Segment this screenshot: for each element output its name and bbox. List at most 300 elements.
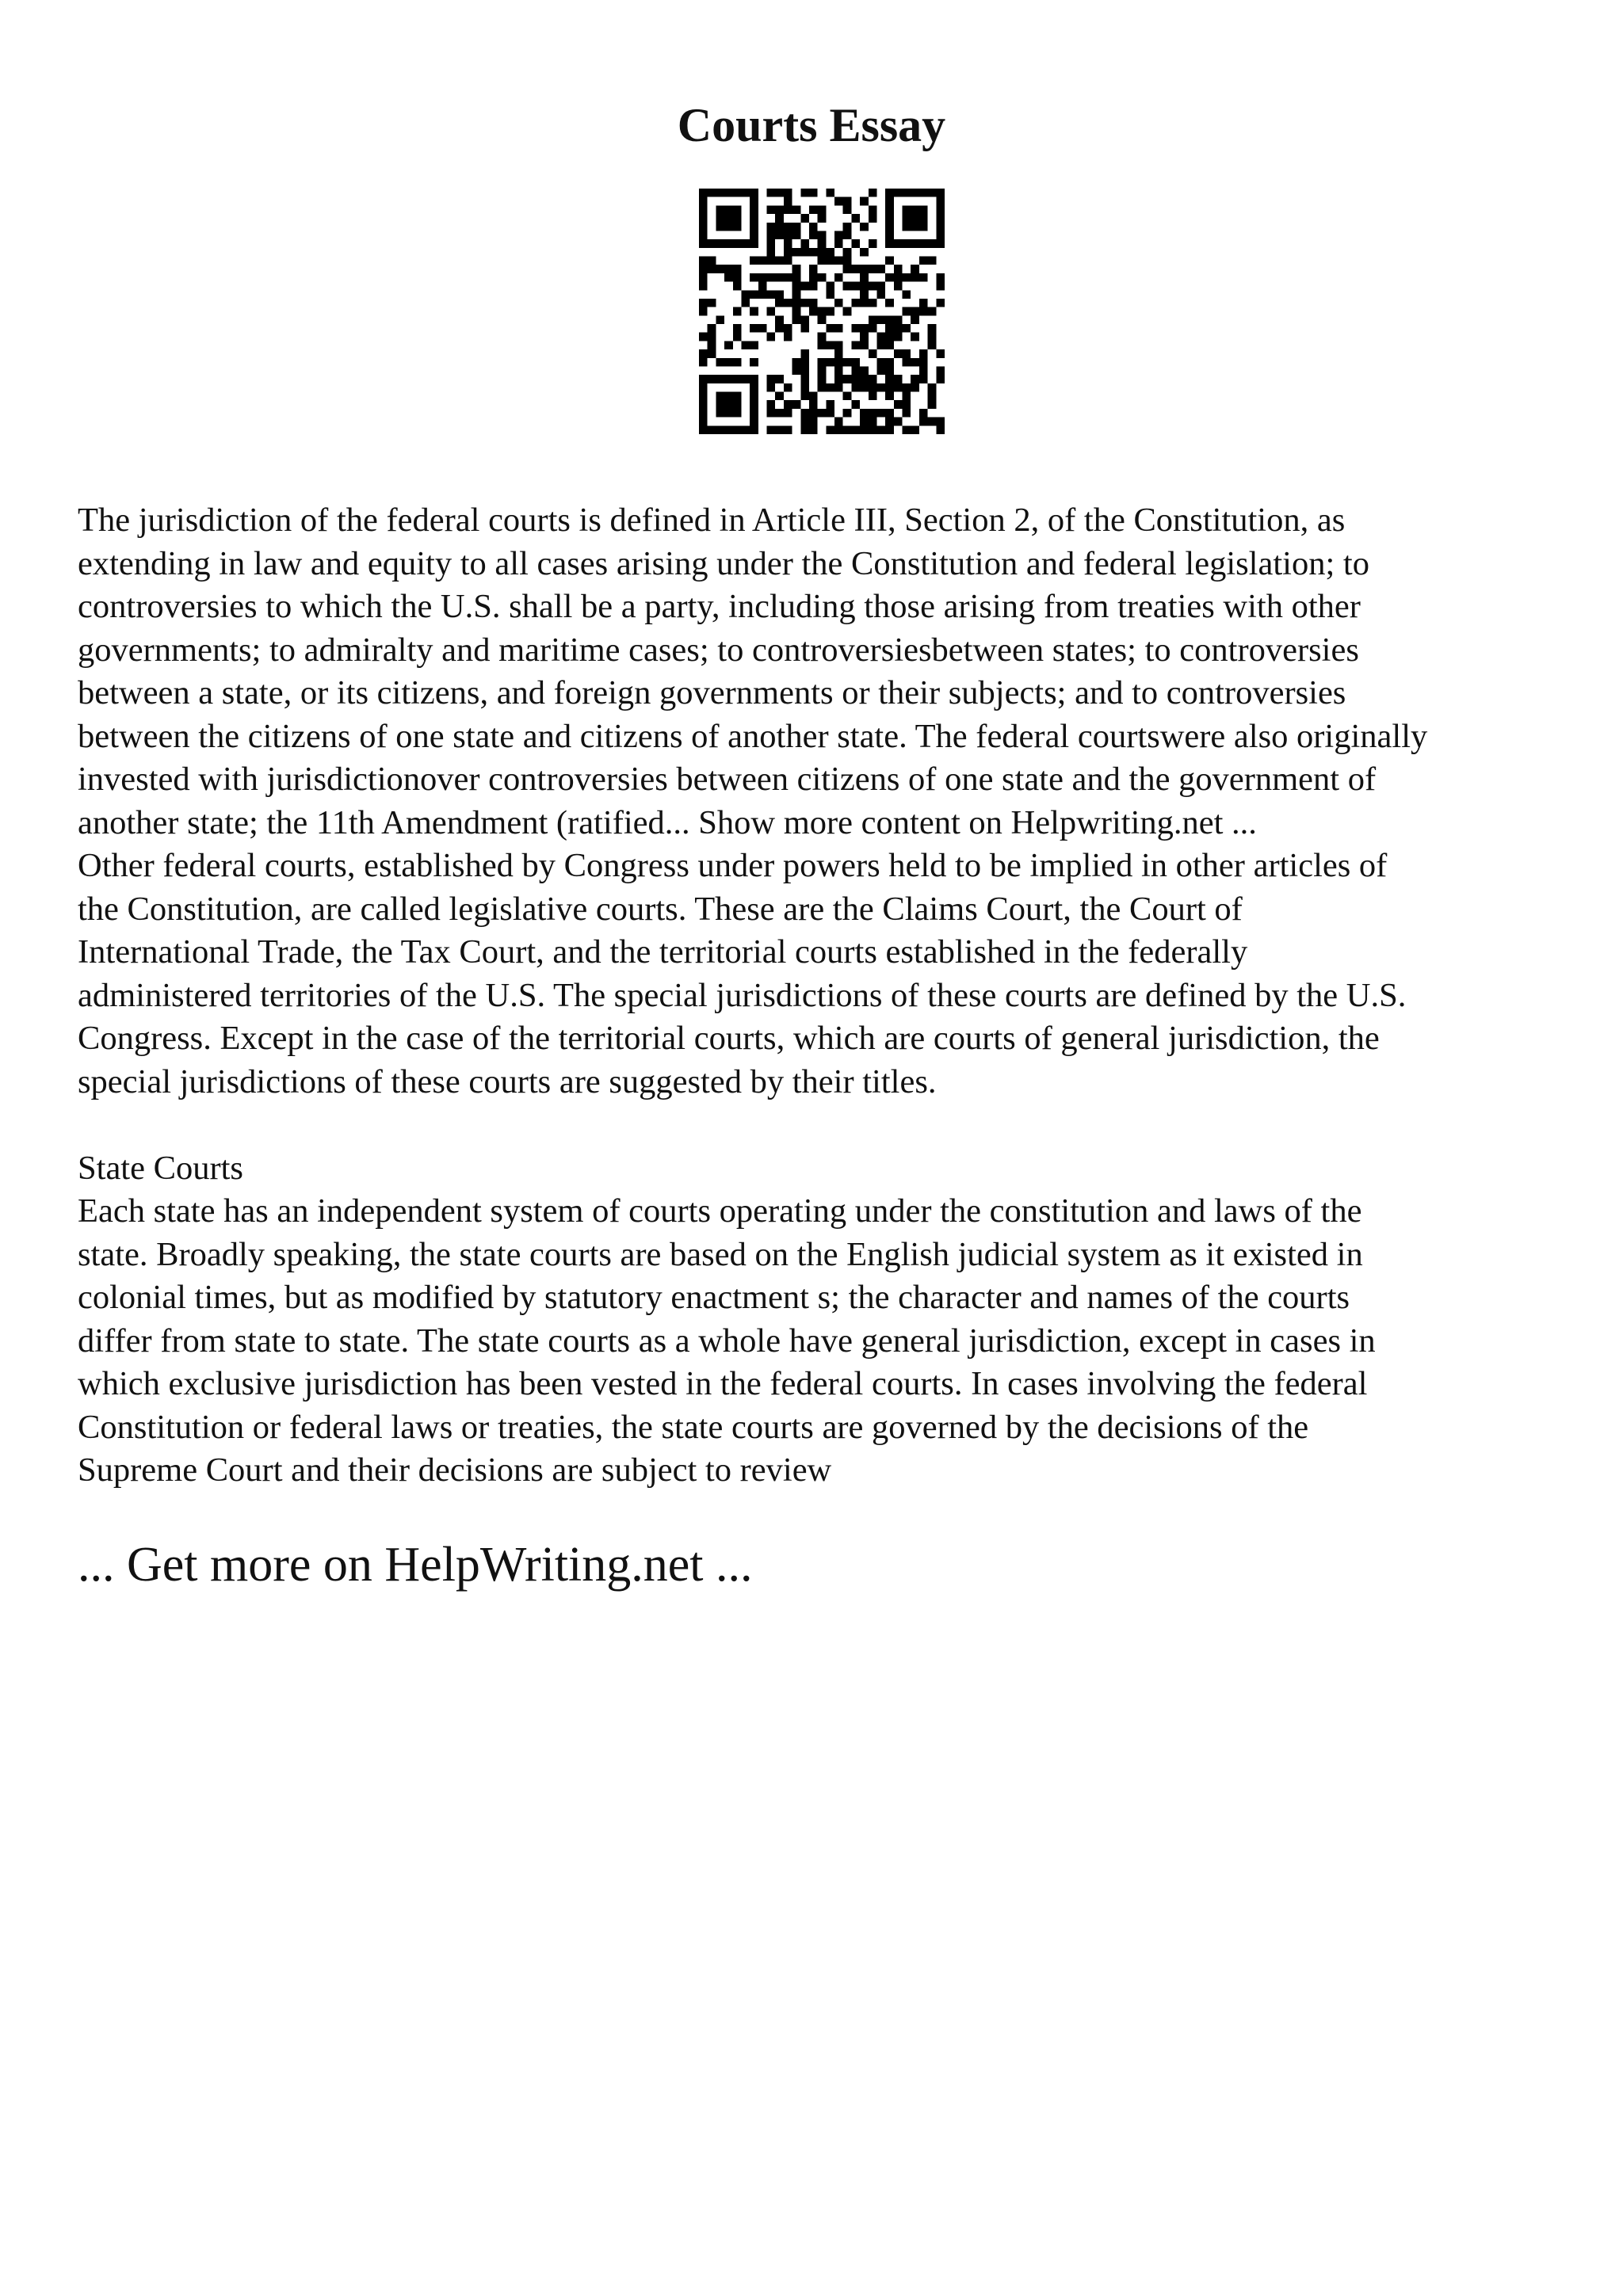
qr-module xyxy=(936,299,945,307)
qr-module xyxy=(699,189,758,197)
qr-module xyxy=(792,400,801,409)
qr-module xyxy=(775,257,784,265)
qr-module xyxy=(885,375,894,383)
qr-module xyxy=(885,425,894,434)
qr-module xyxy=(928,257,937,265)
paragraph-state-courts: Each state has an independent system of courts operating under the constitution and laws of the state. Broadly speaking, the state courts are based on the English judicial system as it existed in colonial times, but as modified by statutory enactment s; the character and names of the courts differ from state to state. The state courts as a whole have general jurisdiction, except in cases in which exclusive jurisdiction has been vested in the federal courts. In cases involving the federal Constitution or federal laws or treaties, the state courts are governed by the decisions of the Supreme Court and their decisions are subject to review xyxy=(78,1192,1376,1489)
qr-module xyxy=(800,383,809,392)
qr-module xyxy=(750,341,758,349)
qr-module xyxy=(708,257,716,265)
qr-module xyxy=(818,231,827,239)
qr-module xyxy=(876,341,885,349)
qr-module xyxy=(894,375,903,383)
qr-module xyxy=(733,273,742,282)
qr-module xyxy=(903,409,911,418)
qr-module xyxy=(784,231,792,239)
qr-module xyxy=(708,299,716,307)
qr-module xyxy=(784,409,792,418)
qr-module xyxy=(809,223,818,231)
qr-module xyxy=(733,282,742,291)
qr-module xyxy=(733,358,742,367)
qr-module xyxy=(919,273,928,282)
qr-module xyxy=(767,383,776,392)
qr-module xyxy=(876,383,885,392)
qr-module xyxy=(800,418,809,426)
qr-module xyxy=(818,333,827,341)
qr-module xyxy=(784,205,792,214)
qr-module xyxy=(851,299,860,307)
qr-module xyxy=(818,375,827,383)
qr-module xyxy=(903,400,911,409)
qr-module xyxy=(911,333,919,341)
qr-module xyxy=(699,239,758,248)
qr-module xyxy=(919,366,928,375)
qr-module xyxy=(834,375,843,383)
qr-module xyxy=(851,324,860,333)
qr-module xyxy=(733,333,742,341)
qr-module xyxy=(860,425,869,434)
qr-module xyxy=(708,341,716,349)
qr-module xyxy=(716,392,741,418)
qr-module xyxy=(834,418,843,426)
qr-module xyxy=(775,189,784,197)
qr-module xyxy=(876,366,885,375)
qr-module xyxy=(843,257,852,265)
qr-module xyxy=(775,223,784,231)
qr-module xyxy=(800,214,809,223)
qr-module xyxy=(826,383,834,392)
qr-module xyxy=(843,231,852,239)
qr-module xyxy=(869,418,877,426)
qr-module xyxy=(809,265,818,273)
qr-module xyxy=(792,231,801,239)
paragraph-legislative-courts: Other federal courts, established by Congress under powers held to be implied in other articles of the Constitution, are called legislative courts. These are the Claims Court, the Court of International Trade, the Tax Court, and the territorial courts established in the federally administered territories of the U.S. The special jurisdictions of these courts are defined by the U.S. Congress. Except in the case of the territorial courts, which are courts of general jurisdiction, the special jurisdictions of these courts are suggested by their titles. xyxy=(78,847,1407,1100)
qr-module xyxy=(800,315,809,324)
qr-module xyxy=(903,358,911,367)
qr-module xyxy=(834,425,843,434)
qr-module xyxy=(919,375,928,383)
qr-module xyxy=(784,239,792,248)
qr-module xyxy=(767,425,776,434)
qr-module xyxy=(775,425,784,434)
get-more-link[interactable]: ... Get more on HelpWriting.net ... xyxy=(78,1538,753,1592)
qr-module xyxy=(708,324,716,333)
qr-module xyxy=(860,282,869,291)
qr-module xyxy=(885,239,945,248)
qr-module xyxy=(716,205,741,231)
qr-module xyxy=(876,265,885,273)
qr-module xyxy=(826,425,834,434)
qr-module xyxy=(716,358,724,367)
qr-module xyxy=(936,197,945,239)
qr-module xyxy=(885,273,894,282)
qr-module xyxy=(860,333,869,341)
qr-module xyxy=(741,290,750,299)
qr-module xyxy=(860,273,869,282)
qr-module xyxy=(775,231,784,239)
qr-module xyxy=(903,349,911,358)
qr-module xyxy=(818,366,827,375)
qr-module xyxy=(834,273,843,282)
qr-module xyxy=(903,205,928,231)
qr-module xyxy=(800,248,809,257)
qr-module xyxy=(911,383,919,392)
qr-module xyxy=(758,324,767,333)
qr-module xyxy=(724,358,733,367)
qr-module xyxy=(843,197,852,206)
qr-module xyxy=(792,299,801,307)
qr-module xyxy=(876,290,885,299)
qr-module xyxy=(885,324,894,333)
qr-module xyxy=(792,290,801,299)
qr-module xyxy=(843,409,852,418)
qr-module xyxy=(936,273,945,282)
qr-module xyxy=(903,307,911,316)
qr-module xyxy=(919,307,928,316)
qr-module xyxy=(792,282,801,291)
qr-module xyxy=(792,366,801,375)
qr-module xyxy=(767,400,776,409)
qr-module xyxy=(800,239,809,248)
qr-module xyxy=(775,205,784,214)
qr-module xyxy=(699,425,758,434)
qr-module xyxy=(750,290,758,299)
qr-module xyxy=(860,409,869,418)
qr-module xyxy=(724,265,733,273)
qr-module xyxy=(818,214,827,223)
qr-module xyxy=(834,239,843,248)
qr-module xyxy=(860,375,869,383)
qr-module xyxy=(809,307,818,316)
qr-module xyxy=(800,282,809,291)
qr-module xyxy=(758,290,767,299)
qr-module xyxy=(733,265,742,273)
qr-module xyxy=(885,299,894,307)
document-title: Courts Essay xyxy=(677,99,946,151)
qr-module xyxy=(851,358,860,367)
qr-module xyxy=(818,409,827,418)
qr-module xyxy=(750,324,758,333)
essay-body xyxy=(78,499,1575,1493)
qr-module xyxy=(869,349,877,358)
qr-module xyxy=(784,197,792,206)
qr-module xyxy=(911,265,919,273)
qr-module xyxy=(843,282,852,291)
qr-module xyxy=(911,315,919,324)
qr-module xyxy=(826,324,834,333)
qr-module xyxy=(784,248,792,257)
qr-module xyxy=(834,257,843,265)
qr-module xyxy=(851,214,860,223)
qr-module xyxy=(818,315,827,324)
qr-module xyxy=(809,400,818,409)
qr-module xyxy=(869,205,877,214)
qr-module xyxy=(792,307,801,316)
qr-module xyxy=(928,333,937,341)
qr-module xyxy=(784,189,792,197)
qr-module xyxy=(775,324,784,333)
qr-module xyxy=(903,425,911,434)
qr-module xyxy=(928,418,937,426)
qr-module xyxy=(699,282,708,291)
qr-module xyxy=(851,341,860,349)
qr-module xyxy=(818,307,827,316)
qr-module xyxy=(724,273,733,282)
qr-module xyxy=(818,257,827,265)
qr-module xyxy=(894,282,903,291)
qr-module xyxy=(818,341,827,349)
qr-module xyxy=(936,418,945,426)
qr-module xyxy=(792,205,801,214)
qr-module xyxy=(903,273,911,282)
qr-module xyxy=(800,324,809,333)
qr-module xyxy=(894,273,903,282)
qr-module xyxy=(869,189,877,197)
qr-module xyxy=(834,231,843,239)
qr-module xyxy=(758,282,767,291)
qr-module xyxy=(860,418,869,426)
qr-module xyxy=(775,315,784,324)
qr-module xyxy=(767,205,776,214)
qr-module xyxy=(894,315,903,324)
qr-module xyxy=(834,366,843,375)
qr-module xyxy=(869,299,877,307)
qr-module xyxy=(894,265,903,273)
qr-module xyxy=(885,366,894,375)
qr-module xyxy=(894,349,903,358)
qr-module xyxy=(699,257,708,265)
qr-module xyxy=(699,273,708,282)
qr-module xyxy=(834,324,843,333)
qr-module xyxy=(885,197,894,239)
qr-module xyxy=(767,409,776,418)
qr-module xyxy=(843,307,852,316)
qr-module xyxy=(885,341,894,349)
qr-module xyxy=(750,197,758,239)
qr-module xyxy=(792,273,801,282)
qr-module xyxy=(699,299,708,307)
qr-module xyxy=(843,265,852,273)
qr-module xyxy=(928,341,937,349)
qr-module xyxy=(928,392,937,401)
qr-module xyxy=(851,239,860,248)
qr-module xyxy=(869,315,877,324)
qr-module xyxy=(919,358,928,367)
qr-module xyxy=(775,290,784,299)
qr-module xyxy=(928,324,937,333)
qr-module xyxy=(834,299,843,307)
qr-module xyxy=(809,282,818,291)
qr-module xyxy=(699,375,758,383)
qr-module xyxy=(885,392,894,401)
qr-module xyxy=(741,299,750,307)
qr-module xyxy=(699,383,708,425)
qr-module xyxy=(809,273,818,282)
qr-module xyxy=(911,273,919,282)
qr-module xyxy=(708,349,716,358)
qr-module xyxy=(851,375,860,383)
qr-module xyxy=(775,409,784,418)
qr-module xyxy=(716,265,724,273)
qr-module xyxy=(851,282,860,291)
qr-module xyxy=(708,265,716,273)
qr-module xyxy=(818,239,827,248)
qr-module xyxy=(860,290,869,299)
qr-module xyxy=(834,358,843,367)
qr-module xyxy=(775,273,784,282)
qr-module xyxy=(767,257,776,265)
qr-module xyxy=(767,223,776,231)
qr-module xyxy=(775,214,784,223)
qr-module xyxy=(724,341,733,349)
qr-module xyxy=(869,425,877,434)
qr-module xyxy=(699,197,708,239)
qr-module xyxy=(885,189,945,197)
qr-module xyxy=(741,341,750,349)
qr-module xyxy=(818,273,827,282)
qr-module xyxy=(699,307,708,316)
qr-module xyxy=(800,299,809,307)
qr-module xyxy=(869,375,877,383)
qr-module xyxy=(809,231,818,239)
qr-module xyxy=(911,375,919,383)
qr-module xyxy=(834,383,843,392)
paragraph-spacer xyxy=(78,1104,1575,1147)
qr-module xyxy=(733,324,742,333)
qr-module xyxy=(818,358,827,367)
qr-module xyxy=(919,418,928,426)
qr-module xyxy=(699,265,708,273)
paragraph-federal-jurisdiction: The jurisdiction of the federal courts is defined in Article III, Section 2, of the Constitution, as extending in law and equity to all cases arising under the Constitution and federal legislation; to controversies to which the U.S. shall be a party, including those arising from treaties with other governments; to admiralty and maritime cases; to controversiesbetween states; to controversies between a state, or its citizens, and foreign governments or their subjects; and to controversies between the citizens of one state and citizens of another state. The federal courtswere also originally invested with jurisdictionover controversies between citizens of one state and the government of another state; the 11th Amendment (ratified... Show more content on Helpwriting.net ... xyxy=(78,502,1428,841)
qr-module xyxy=(826,189,834,197)
qr-module xyxy=(843,248,852,257)
qr-module xyxy=(750,307,758,316)
qr-module xyxy=(809,418,818,426)
qr-module xyxy=(843,392,852,401)
qr-module xyxy=(860,197,869,206)
qr-module xyxy=(869,392,877,401)
qr-module xyxy=(826,248,834,257)
qr-module xyxy=(708,333,716,341)
qr-module xyxy=(792,223,801,231)
qr-module xyxy=(826,257,834,265)
qr-module xyxy=(869,239,877,248)
qr-module xyxy=(903,392,911,401)
qr-module xyxy=(775,375,784,383)
qr-module xyxy=(919,257,928,265)
qr-module xyxy=(919,409,928,418)
qr-module xyxy=(919,349,928,358)
qr-module xyxy=(767,189,776,197)
qr-module xyxy=(784,333,792,341)
qr-module xyxy=(860,324,869,333)
qr-module xyxy=(818,205,827,214)
qr-module xyxy=(869,324,877,333)
qr-module xyxy=(809,425,818,434)
qr-module xyxy=(851,400,860,409)
qr-module xyxy=(894,333,903,341)
qr-module xyxy=(928,383,937,392)
qr-module xyxy=(885,383,894,392)
qr-module xyxy=(851,383,860,392)
qr-module xyxy=(885,418,894,426)
qr-module xyxy=(784,257,792,265)
qr-module xyxy=(876,282,885,291)
qr-module xyxy=(876,315,885,324)
qr-module xyxy=(792,358,801,367)
qr-module xyxy=(903,324,911,333)
qr-module xyxy=(869,282,877,291)
qr-module xyxy=(792,248,801,257)
qr-module xyxy=(775,299,784,307)
qr-module xyxy=(936,366,945,375)
qr-code-icon xyxy=(699,189,945,434)
qr-module xyxy=(750,257,758,265)
qr-module xyxy=(885,257,894,265)
qr-module xyxy=(834,341,843,349)
qr-module xyxy=(885,333,894,341)
qr-module xyxy=(758,257,767,265)
qr-module xyxy=(826,307,834,316)
qr-module xyxy=(716,315,724,324)
qr-module xyxy=(767,375,776,383)
qr-module xyxy=(809,409,818,418)
qr-module xyxy=(826,358,834,367)
qr-module xyxy=(894,418,903,426)
qr-module xyxy=(885,358,894,367)
qr-module xyxy=(876,409,885,418)
qr-module xyxy=(699,333,708,341)
qr-module xyxy=(733,307,742,316)
qr-module xyxy=(843,205,852,214)
qr-module xyxy=(869,265,877,273)
qr-module xyxy=(767,273,776,282)
qr-module xyxy=(784,400,792,409)
qr-module xyxy=(818,383,827,392)
qr-module xyxy=(928,400,937,409)
qr-module xyxy=(699,358,708,367)
qr-module xyxy=(784,425,792,434)
qr-module xyxy=(936,425,945,434)
qr-module xyxy=(869,383,877,392)
qr-module xyxy=(767,290,776,299)
qr-module xyxy=(876,333,885,341)
qr-module xyxy=(843,425,852,434)
qr-module xyxy=(860,248,869,257)
qr-module xyxy=(894,383,903,392)
qr-module xyxy=(851,366,860,375)
qr-module xyxy=(911,358,919,367)
qr-module xyxy=(767,307,776,316)
qr-module xyxy=(869,214,877,223)
qr-module xyxy=(936,282,945,291)
qr-module xyxy=(800,189,809,197)
qr-module xyxy=(750,273,758,282)
qr-module xyxy=(750,383,758,425)
qr-module xyxy=(936,349,945,358)
qr-module xyxy=(869,409,877,418)
qr-module xyxy=(826,341,834,349)
qr-module xyxy=(876,425,885,434)
qr-module xyxy=(860,223,869,231)
qr-module xyxy=(894,400,903,409)
qr-module xyxy=(903,290,911,299)
qr-module xyxy=(843,223,852,231)
section-heading-state-courts: State Courts xyxy=(78,1149,243,1187)
qr-module xyxy=(792,265,801,273)
qr-module xyxy=(767,333,776,341)
qr-module xyxy=(834,349,843,358)
